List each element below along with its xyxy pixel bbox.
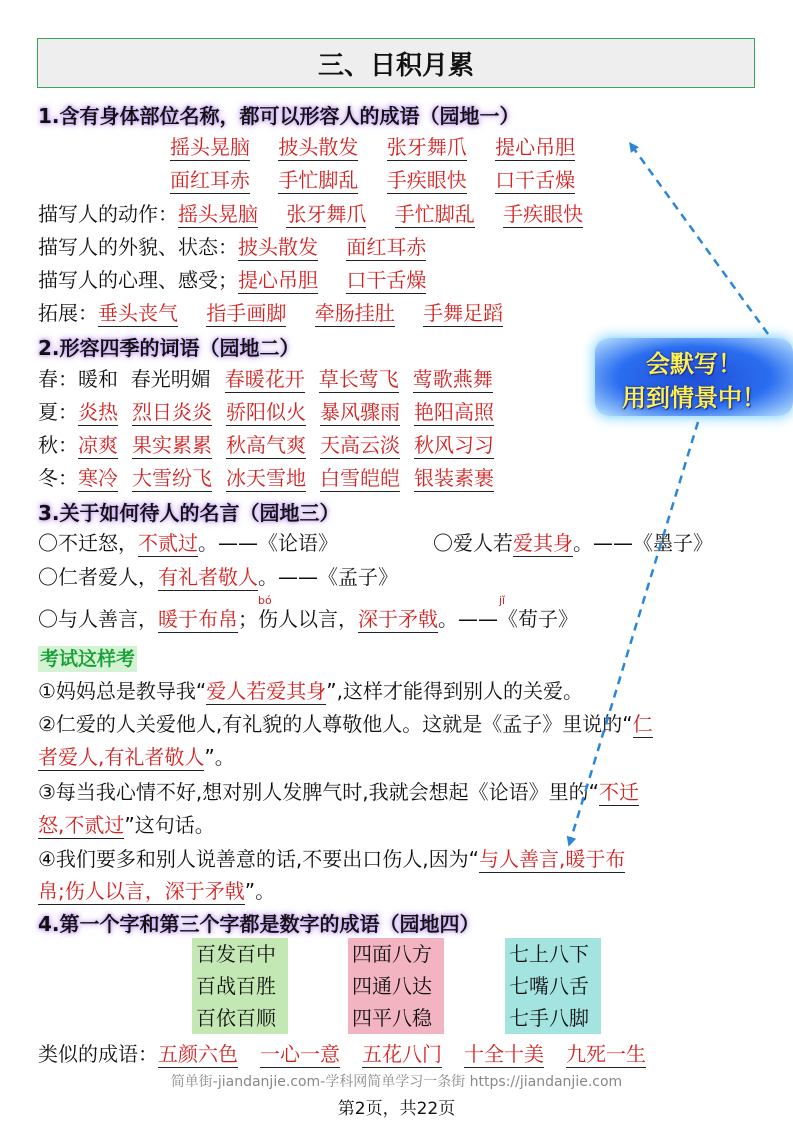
text: 〇与人善言， — [38, 607, 158, 631]
idiom: 提心吊胆 — [495, 135, 576, 159]
label: 夏： — [38, 400, 78, 424]
idiom: 口干舌燥 — [495, 168, 576, 192]
idiom: 五颜六色 — [158, 1042, 238, 1066]
answer: 有礼者敬人 — [158, 565, 258, 589]
arrow-up — [632, 146, 768, 334]
word: 果实累累 — [132, 433, 212, 457]
idiom: 十全十美 — [464, 1042, 544, 1066]
idiom: 指手画脚 — [206, 301, 287, 325]
idiom-cell: 四面八方 — [348, 938, 444, 970]
word: 烈日炎炎 — [132, 400, 212, 424]
pinyin-bo: bó — [258, 594, 272, 607]
idiom: 手疾眼快 — [503, 202, 584, 226]
idiom-cell: 四平八稳 — [348, 1002, 444, 1034]
footer-watermark: 简单街-jiandanjie.com-学科网简单学习一条街 https://jiandanjie.com — [170, 1074, 623, 1090]
pinyin-ji: jǐ — [499, 594, 506, 607]
word: 秋高气爽 — [226, 433, 306, 457]
answer: 者爱人,有礼者敬人 — [38, 745, 205, 769]
idiom: 垂头丧气 — [98, 301, 178, 325]
text: 。——《孟子》 — [258, 565, 398, 589]
text: 〇不迁怒， — [38, 531, 138, 555]
idiom: 披头散发 — [238, 235, 318, 259]
exam-tag-text: 考试这样考 — [40, 648, 136, 670]
word: 暴风骤雨 — [320, 400, 400, 424]
label: 描写人的动作： — [38, 202, 178, 226]
label: 拓展： — [38, 301, 98, 325]
word: 大雪纷飞 — [132, 466, 212, 490]
idiom-cell: 百依百顺 — [192, 1002, 288, 1034]
idiom: 九死一生 — [566, 1042, 646, 1066]
section-1-heading: 1.含有身体部位名称，都可以形容人的成语（园地一） — [38, 104, 520, 128]
word: 天高云淡 — [320, 433, 400, 457]
text: 。——《荀子》 — [438, 607, 578, 631]
word: 莺歌燕舞 — [412, 367, 493, 391]
label: 类似的成语： — [38, 1042, 158, 1066]
answer: 怒,不贰过 — [38, 813, 125, 837]
idiom: 手忙脚乱 — [394, 202, 475, 226]
idiom: 手忙脚乱 — [278, 168, 359, 192]
idiom: 提心吊胆 — [238, 268, 318, 292]
idiom: 五花八门 — [362, 1042, 442, 1066]
label: 春： — [38, 367, 78, 391]
word: 骄阳似火 — [226, 400, 306, 424]
answer: 暖于布帛 — [158, 607, 238, 631]
idiom: 牵肠挂肚 — [314, 301, 395, 325]
answer: 不贰过 — [138, 531, 198, 555]
idiom-cell: 七嘴八舌 — [505, 970, 601, 1002]
text: ”这句话。 — [124, 813, 215, 837]
text: ③每当我心情不好,想对别人发脾气时,我就会想起《论语》里的“ — [38, 780, 600, 804]
idiom: 手疾眼快 — [386, 168, 467, 192]
answer: 爱人若爱其身 — [206, 679, 327, 703]
answer: 与人善言,暖于布 — [479, 847, 626, 871]
word: 草长莺飞 — [318, 367, 399, 391]
label: 描写人的心理、感受； — [38, 268, 238, 292]
label: 冬： — [38, 466, 78, 490]
answer: 爱其身 — [513, 531, 573, 555]
idiom-cell: 百发百中 — [192, 938, 288, 970]
idiom: 面红耳赤 — [346, 235, 427, 259]
word: 秋风习习 — [414, 433, 494, 457]
label: 描写人的外貌、状态： — [38, 235, 238, 259]
label: 秋： — [38, 433, 78, 457]
banner-line-2: 用到情景中！ — [622, 384, 766, 412]
text: ①妈妈总是教导我“ — [38, 679, 207, 703]
text: 〇爱人若 — [433, 531, 513, 555]
answer: 不迁 — [599, 780, 640, 804]
word: 凉爽 — [78, 433, 118, 457]
word: 冰天雪地 — [226, 466, 306, 490]
text: 〇仁者爱人， — [38, 565, 158, 589]
text: 。——《墨子》 — [573, 531, 713, 555]
idiom: 张牙舞爪 — [286, 202, 367, 226]
idiom-cell: 四通八达 — [348, 970, 444, 1002]
text: ”。 — [204, 745, 235, 769]
answer: 帛;伤人以言，深于矛戟 — [38, 879, 245, 903]
text: ；伤人以言， — [238, 607, 358, 631]
answer: 仁 — [632, 712, 653, 736]
idiom: 张牙舞爪 — [386, 135, 467, 159]
answer: 深于矛戟 — [358, 607, 438, 631]
idiom-cell: 七上八下 — [505, 938, 601, 970]
idiom: 面红耳赤 — [170, 168, 250, 192]
text: ②仁爱的人关爱他人,有礼貌的人尊敬他人。这就是《孟子》里说的“ — [38, 712, 633, 736]
idiom: 一心一意 — [260, 1042, 340, 1066]
text: ”,这样才能得到别人的关爱。 — [326, 679, 584, 703]
plain-words: 暖和 春光明媚 — [78, 367, 211, 391]
page-title-text: 三、日积月累 — [317, 50, 474, 81]
word: 艳阳高照 — [414, 400, 494, 424]
idiom: 摇头晃脑 — [170, 135, 250, 159]
section-4-heading: 4.第一个字和第三个字都是数字的成语（园地四） — [38, 912, 480, 936]
word: 炎热 — [78, 400, 118, 424]
idiom: 摇头晃脑 — [178, 202, 258, 226]
word: 寒冷 — [78, 466, 118, 490]
word: 银装素裹 — [414, 466, 494, 490]
idiom: 披头散发 — [278, 135, 359, 159]
arrow-down — [570, 422, 698, 842]
word: 白雪皑皑 — [320, 466, 400, 490]
text: ”。 — [244, 879, 276, 903]
banner-line-1: 会默写！ — [646, 350, 742, 378]
text: 。——《论语》 — [198, 531, 338, 555]
section-3-heading: 3.关于如何待人的名言（园地三） — [38, 501, 340, 525]
section-2-heading: 2.形容四季的词语（园地二） — [38, 336, 300, 360]
text: ④我们要多和别人说善意的话,不要出口伤人,因为“ — [38, 847, 480, 871]
idiom-cell: 七手八脚 — [505, 1002, 601, 1034]
page-number: 第2页，共22页 — [337, 1099, 456, 1119]
idiom-cell: 百战百胜 — [192, 970, 288, 1002]
idiom: 口干舌燥 — [346, 268, 427, 292]
word: 春暖花开 — [224, 367, 305, 391]
idiom: 手舞足蹈 — [423, 301, 504, 325]
